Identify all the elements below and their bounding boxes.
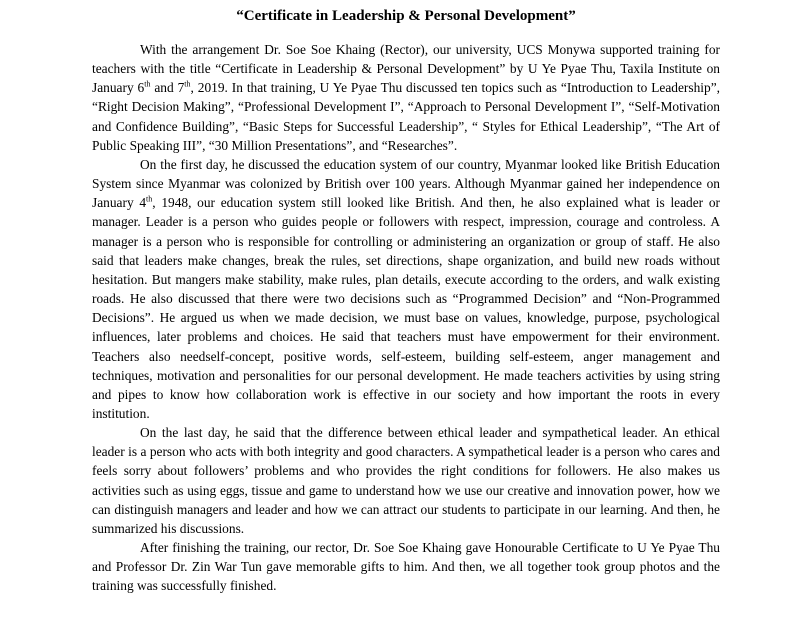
paragraph-conclusion: After finishing the training, our rector, Dr. Soe Soe Khaing gave Honourable Certificate to U Ye Pyae Thu and Professor Dr. Zin War Tun gave memorable gifts to him. And then, we all together took group photos and the training was successfully finished. [92, 540, 720, 594]
document-page [92, 6, 720, 596]
ordinal-suffix: th [144, 79, 151, 89]
paragraph-first-day [92, 155, 720, 423]
paragraph-text: With the arrangement Dr. Soe Soe Khaing (Rector), our university, UCS Monywa supported training for teachers with the title “Certificate in Leadership & Personal Development” by U Ye Pyae Thu, Taxila Institute on January 6 [92, 42, 720, 96]
ordinal-suffix: th [184, 79, 191, 89]
paragraph-text: On the first day, he discussed the education system of our country, Myanmar looked like British Education System since Myanmar was colonized by British over 100 years. Although Myanmar gained her independence on January 4 [92, 156, 720, 211]
paragraph-text: , 2019. In that training, U Ye Pyae Thu discussed ten topics such as “Introduction to Leadership”, “Right Decision Making”, “Professional Development I”, “Approach to Personal Development I”, “Self-Motivation and Confidence Building”, “Basic Steps for Successful Leadership”, “ Styles for Ethical Leadership”, “The Art of Public Speaking III”, “30 Million Presentations”, and “Researches”. [92, 80, 720, 153]
paragraph-last-day: On the last day, he said that the difference between ethical leader and sympathetical leader. An ethical leader is a person who acts with both integrity and good characters. A sympathetical leader is a person who cares and feels sorry about followers’ problems and who provides the right conditions for followers. He also makes us activities such as using eggs, tissue and game to understand how we use our creative and innovation power, how we can distinguish managers and leader and how we can attract our students to participate in our learning. And then, he summarized his discussions. [92, 425, 720, 536]
paragraph-text: , 1948, our education system still looked like British. And then, he also explained what is leader or manager. Leader is a person who guides people or followers with respect, impression, courage and controless. A manager is a person who is responsible for controlling or administering an organization or group of staff. He also said that leaders make changes, break the rules, set directions, shape organization, and build new roads without hesitation. But mangers make stability, make rules, plan details, execute according to the orders, and walk existing roads. He also discussed that there were two decisions such as “Programmed Decision” and “Non-Programmed Decisions”. He argued us when we made decision, we must base on values, knowledge, purpose, psychological influences, later problems and choices. He said that teachers must have empowerment for their environment. Teachers also needself-concept, positive words, self-esteem, building self-esteem, anger management and techniques, motivation and personalities for our personal development. He made teachers activities by using string and pipes to know how collaboration work is effective in our society and how important the roots in every institution. [92, 195, 721, 421]
paragraph-text: and 7 [150, 80, 185, 96]
ordinal-suffix: th [146, 194, 153, 204]
document-title: “Certificate in Leadership & Personal Development” [236, 8, 576, 24]
paragraph-introduction [92, 40, 720, 155]
